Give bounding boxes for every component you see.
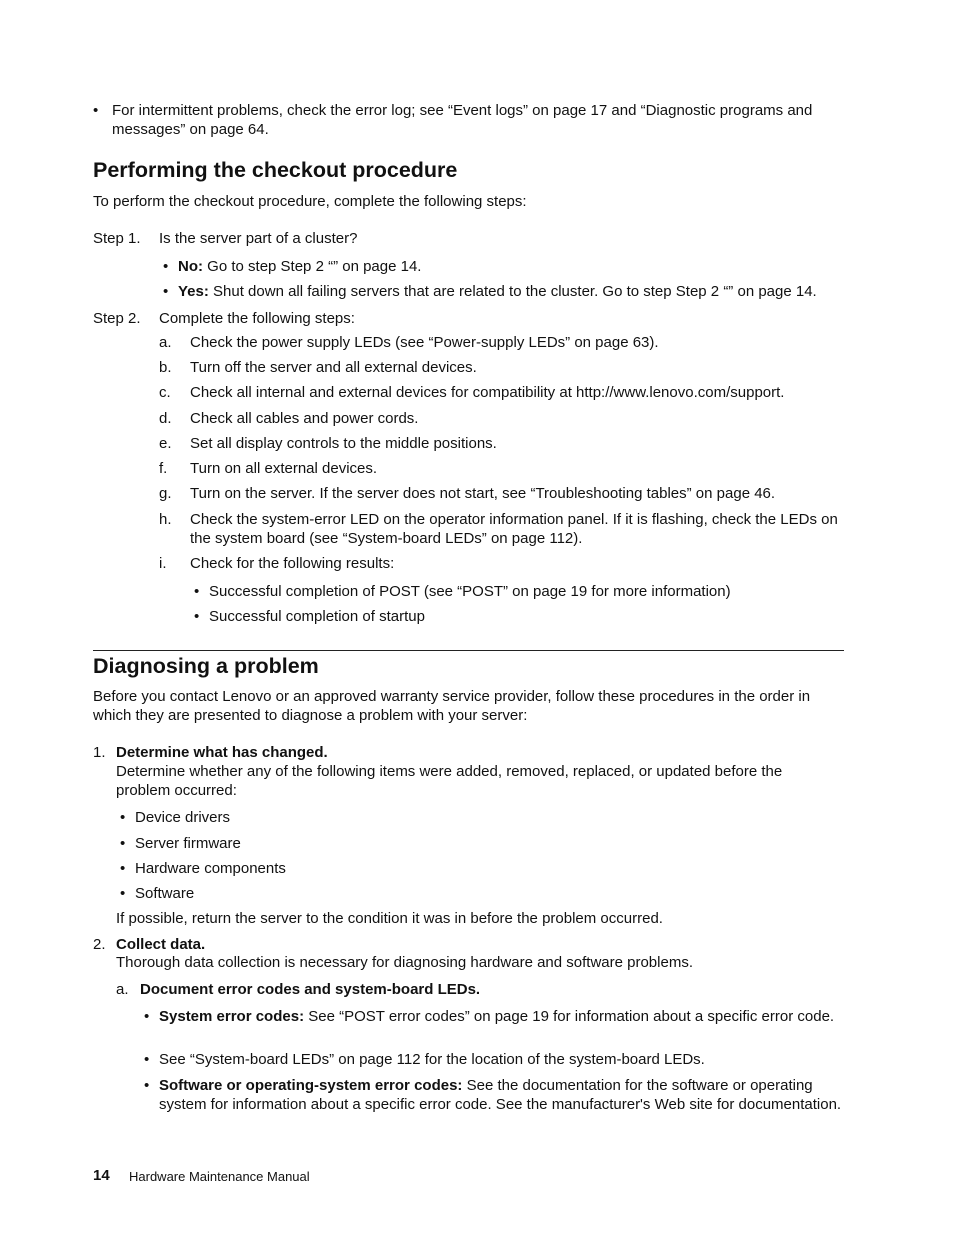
item1-text: Determine whether any of the following items were added, removed, replaced, or updated before the problem occurred: [116, 763, 783, 799]
step2-item-text: Turn on the server. If the server does not start, see “Troubleshooting tables” on page 46. [190, 485, 776, 502]
step2-text: Complete the following steps: [159, 310, 355, 327]
bullet-icon: • [144, 1051, 150, 1068]
yes-text: Shut down all failing servers that are related to the cluster. Go to step Step 2 “” on page 14. [213, 283, 817, 300]
system-error-codes-label: System error codes: [159, 1008, 305, 1025]
step2-item-letter: i. [159, 555, 167, 572]
section-heading-diagnosing: Diagnosing a problem [93, 654, 319, 678]
step2-item-text: Check all cables and power cords. [190, 410, 419, 427]
software-error-codes-bullet [159, 1077, 844, 1114]
yes-label: Yes: [178, 283, 209, 300]
bullet-icon: • [120, 885, 126, 902]
changed-item: Server firmware [135, 835, 241, 852]
step2-item-text: Turn on all external devices. [190, 460, 378, 477]
step2-item-text: Check the system-error LED on the operator information panel. If it is flashing, check the LEDs on the system board (see “System-board LEDs” on page 112). [190, 511, 838, 547]
step1-label: Step 1. [93, 230, 141, 247]
software-error-codes-text: See the documentation for the software or operating system for information about a specific error code. See the manufacturer's Web site for documentation. [159, 1077, 842, 1113]
bullet-icon: • [194, 608, 200, 625]
step2-item-text: Set all display controls to the middle positions. [190, 435, 497, 452]
bullet-icon: • [144, 1008, 150, 1025]
step2-item-text: Turn off the server and all external devices. [190, 359, 477, 376]
bullet-icon: • [194, 583, 200, 600]
system-error-codes-text: See “POST error codes” on page 19 for information about a specific error code. [308, 1008, 835, 1025]
error-codes-bullet [159, 1008, 844, 1027]
software-error-codes-label: Software or operating-system error codes: [159, 1077, 463, 1094]
bullet-icon: • [144, 1077, 150, 1094]
step2-item-text: Check the power supply LEDs (see “Power-supply LEDs” on page 63). [190, 334, 659, 351]
changed-item: Device drivers [135, 809, 231, 826]
step1-no-option [178, 258, 858, 277]
item2-number: 2. [93, 936, 106, 953]
step1-text: Is the server part of a cluster? [159, 230, 358, 247]
item1-after: If possible, return the server to the condition it was in before the problem occurred. [116, 910, 663, 927]
step2-label: Step 2. [93, 310, 141, 327]
result-item: Successful completion of POST (see “POST” on page 19 for more information) [209, 583, 731, 600]
step1-yes-option [178, 283, 858, 302]
item1-title: Determine what has changed. [116, 744, 328, 761]
step2-item-letter: f. [159, 460, 168, 477]
step2-item-text: Check for the following results: [190, 555, 395, 572]
step2-item-text: Check all internal and external devices for compatibility at http://www.lenovo.com/support. [190, 384, 785, 401]
step2-item-letter: e. [159, 435, 172, 452]
bullet-icon: • [120, 835, 126, 852]
no-text: Go to step Step 2 “” on page 14. [207, 258, 422, 275]
bullet-icon: • [93, 102, 99, 119]
item1-number: 1. [93, 744, 106, 761]
page-number: 14 [93, 1167, 110, 1184]
intro-bullet-text: For intermittent problems, check the error log; see “Event logs” on page 17 and “Diagnostic programs and messages” on page 64. [112, 102, 813, 138]
result-item: Successful completion of startup [209, 608, 425, 625]
sub-a-letter: a. [116, 981, 129, 998]
step2-item-letter: g. [159, 485, 172, 502]
step2-item-letter: h. [159, 511, 172, 528]
section-divider [93, 650, 844, 651]
step2-item-letter: b. [159, 359, 172, 376]
step2-item-letter: d. [159, 410, 172, 427]
no-label: No: [178, 258, 203, 275]
system-board-leds-bullet: See “System-board LEDs” on page 112 for the location of the system-board LEDs. [159, 1051, 705, 1068]
bullet-icon: • [163, 283, 169, 300]
item2-text: Thorough data collection is necessary for diagnosing hardware and software problems. [116, 954, 693, 971]
bullet-icon: • [120, 860, 126, 877]
checkout-intro: To perform the checkout procedure, complete the following steps: [93, 193, 527, 210]
changed-item: Software [135, 885, 195, 902]
sub-a-title: Document error codes and system-board LEDs. [140, 981, 481, 998]
step2-item-letter: a. [159, 334, 172, 351]
item2-title: Collect data. [116, 936, 206, 953]
changed-item: Hardware components [135, 860, 286, 877]
section-heading-checkout: Performing the checkout procedure [93, 158, 458, 182]
bullet-icon: • [120, 809, 126, 826]
step2-item-letter: c. [159, 384, 171, 401]
bullet-icon: • [163, 258, 169, 275]
diagnosing-intro: Before you contact Lenovo or an approved warranty service provider, follow these procedures in the order in which they are presented to diagnose a problem with your server: [93, 688, 811, 724]
footer-title: Hardware Maintenance Manual [129, 1169, 310, 1184]
